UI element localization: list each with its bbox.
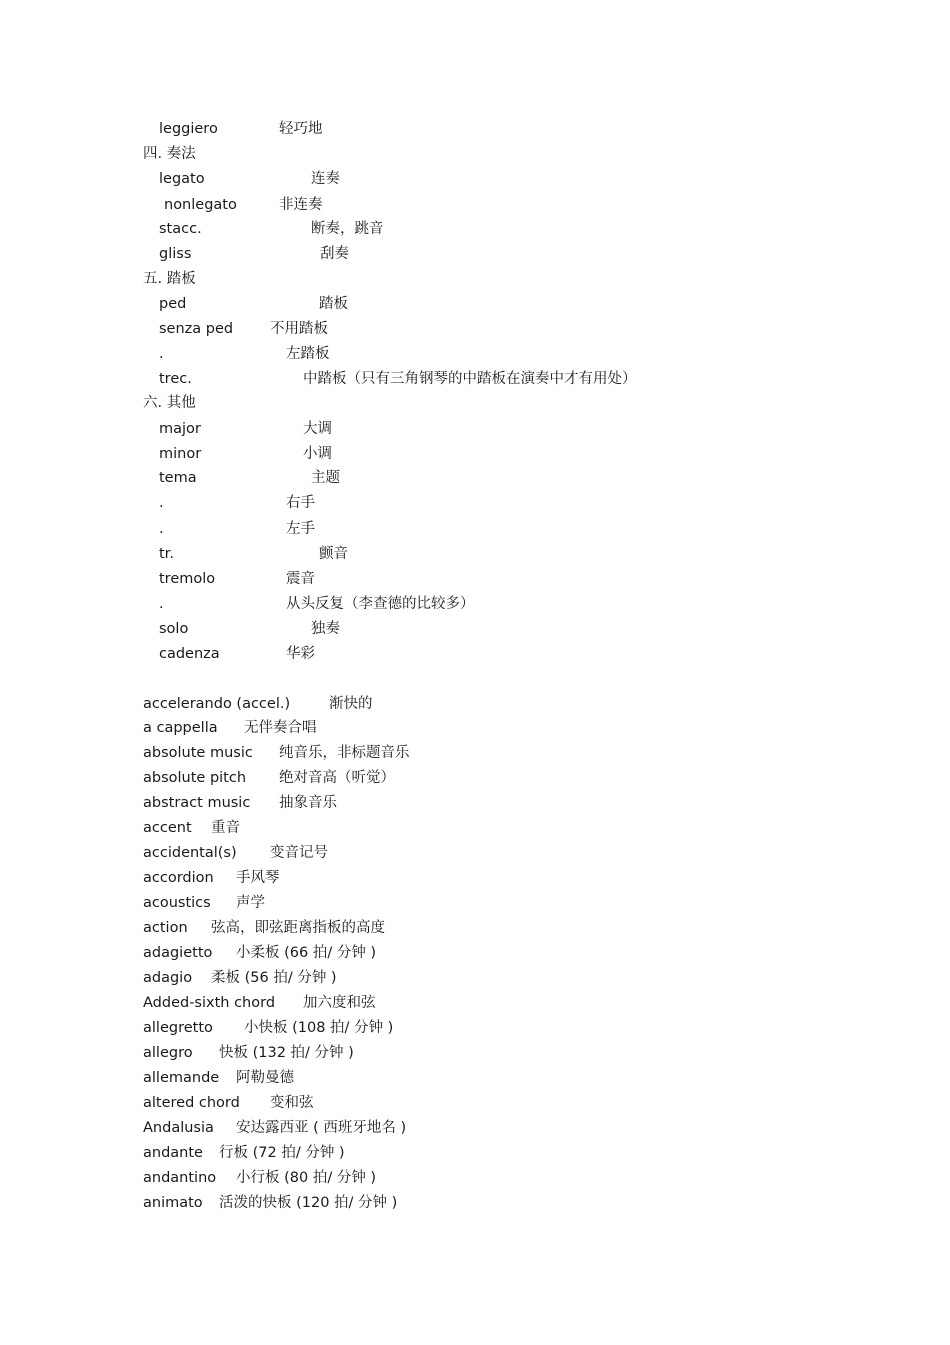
- glossary-term: accelerando (accel.): [143, 696, 291, 712]
- glossary-term: absolute pitch: [143, 770, 247, 786]
- meaning: 华彩: [286, 646, 315, 662]
- term: legato: [159, 171, 205, 187]
- glossary-term: absolute music: [143, 745, 253, 761]
- glossary-meaning: 小行板 (80 拍/ 分钟 ): [236, 1170, 377, 1186]
- glossary-meaning: 小快板 (108 拍/ 分钟 ): [244, 1020, 394, 1036]
- meaning: 踏板: [319, 296, 348, 312]
- glossary-meaning: 快板 (132 拍/ 分钟 ): [219, 1045, 354, 1061]
- section-heading: 五. 踏板: [143, 271, 196, 287]
- glossary-meaning: 重音: [211, 820, 240, 836]
- term: leggiero: [159, 121, 218, 137]
- term: .: [159, 346, 164, 362]
- meaning: 刮奏: [320, 246, 349, 262]
- glossary-meaning: 手风琴: [236, 870, 280, 886]
- glossary-term: Added-sixth chord: [143, 995, 276, 1011]
- meaning: 小调: [303, 446, 332, 462]
- glossary-meaning: 变音记号: [270, 845, 328, 861]
- glossary-meaning: 柔板 (56 拍/ 分钟 ): [211, 970, 337, 986]
- glossary-meaning: 行板 (72 拍/ 分钟 ): [219, 1145, 345, 1161]
- glossary-meaning: 抽象音乐: [279, 795, 337, 811]
- glossary-term: Andalusia: [143, 1120, 214, 1136]
- term: senza ped: [159, 321, 234, 337]
- term: tema: [159, 470, 197, 486]
- meaning: 不用踏板: [270, 321, 328, 337]
- term: major: [159, 421, 201, 437]
- meaning: 颤音: [319, 546, 348, 562]
- meaning: 右手: [286, 495, 315, 511]
- glossary-meaning: 小柔板 (66 拍/ 分钟 ): [236, 945, 377, 961]
- meaning: 大调: [303, 421, 332, 437]
- term: stacc.: [159, 221, 202, 237]
- glossary-term: action: [143, 920, 188, 936]
- meaning: 非连奏: [279, 197, 323, 213]
- glossary-meaning: 弦高，即弦距离指板的高度: [211, 920, 385, 936]
- glossary-term: accidental(s): [143, 845, 237, 861]
- glossary-meaning: 渐快的: [329, 696, 373, 712]
- meaning: 左手: [286, 521, 315, 537]
- glossary-term: accent: [143, 820, 192, 836]
- meaning: 从头反复（李查德的比较多）: [286, 596, 475, 612]
- glossary-term: andantino: [143, 1170, 217, 1186]
- glossary-term: a cappella: [143, 720, 218, 736]
- glossary-term: allegro: [143, 1045, 193, 1061]
- glossary-term: allegretto: [143, 1020, 213, 1036]
- meaning: 中踏板（只有三角钢琴的中踏板在演奏中才有用处）: [303, 371, 637, 387]
- glossary-meaning: 声学: [236, 895, 265, 911]
- glossary-term: adagio: [143, 970, 193, 986]
- term: .: [159, 495, 164, 511]
- meaning: 断奏，跳音: [311, 221, 384, 237]
- glossary-meaning: 阿勒曼德: [236, 1070, 294, 1086]
- glossary-term: andante: [143, 1145, 203, 1161]
- meaning: 主题: [311, 470, 340, 486]
- meaning: 连奏: [311, 171, 340, 187]
- term: gliss: [159, 246, 192, 262]
- glossary-term: allemande: [143, 1070, 220, 1086]
- glossary-meaning: 变和弦: [270, 1095, 314, 1111]
- glossary-meaning: 安达露西亚 ( 西班牙地名 ): [236, 1120, 407, 1136]
- term: cadenza: [159, 646, 220, 662]
- glossary-term: abstract music: [143, 795, 251, 811]
- term: nonlegato: [164, 197, 237, 213]
- term: tremolo: [159, 571, 216, 587]
- term: solo: [159, 621, 189, 637]
- meaning: 左踏板: [286, 346, 330, 362]
- glossary-term: animato: [143, 1195, 203, 1211]
- glossary-meaning: 活泼的快板 (120 拍/ 分钟 ): [219, 1195, 398, 1211]
- meaning: 轻巧地: [279, 121, 323, 137]
- term: .: [159, 596, 164, 612]
- glossary-term: accordion: [143, 870, 214, 886]
- glossary-term: adagietto: [143, 945, 213, 961]
- term: minor: [159, 446, 202, 462]
- term: .: [159, 521, 164, 537]
- glossary-meaning: 绝对音高（听觉）: [279, 770, 395, 786]
- term: trec.: [159, 371, 192, 387]
- term: tr.: [159, 546, 174, 562]
- glossary-term: altered chord: [143, 1095, 240, 1111]
- glossary-term: acoustics: [143, 895, 211, 911]
- section-heading: 六. 其他: [143, 395, 196, 411]
- glossary-meaning: 无伴奏合唱: [244, 720, 317, 736]
- term: ped: [159, 296, 187, 312]
- meaning: 独奏: [311, 621, 340, 637]
- glossary-meaning: 加六度和弦: [303, 995, 376, 1011]
- glossary-meaning: 纯音乐，非标题音乐: [279, 745, 410, 761]
- meaning: 震音: [286, 571, 315, 587]
- section-heading: 四. 奏法: [143, 146, 196, 162]
